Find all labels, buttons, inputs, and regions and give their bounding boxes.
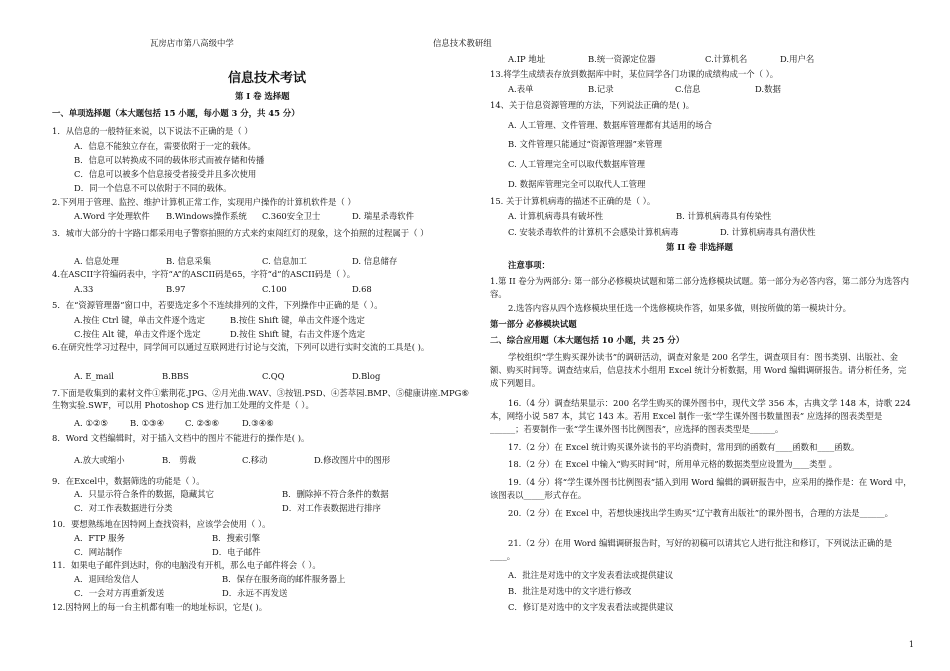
q12-option-b: B.统一资源定位器 xyxy=(588,54,656,64)
q15-option-a: A. 计算机病毒具有破坏性 xyxy=(508,211,604,221)
q6-option-b: B.BBS xyxy=(162,371,189,381)
q14-option-a: A. 人工管理、文件管理、数据库管理都有其适用的场合 xyxy=(508,120,712,130)
q6-option-d: D.Blog xyxy=(352,371,381,381)
q15-option-d: D. 计算机病毒具有潜伏性 xyxy=(720,227,816,237)
question-2: 2.下列用于管理、监控、维护计算机正常工作，实现用户操作的计算机软件是（ ） xyxy=(52,197,356,207)
question-21: 21.（2 分）在用 Word 编辑调研报告时，写好的初稿可以请其它人进行批注和修订，下列说法正确的是____。 xyxy=(490,538,893,562)
q12-option-a: A.IP 地址 xyxy=(508,54,546,64)
q8-option-a: A.放大或缩小 xyxy=(74,455,125,465)
q5-option-b: B.按住 Shift 键，单击文件逐个选定 xyxy=(230,315,365,325)
question-15: 15. 关于计算机病毒的描述不正确的是（ ）。 xyxy=(490,196,656,206)
q1-option-c: C．信息可以被多个信息接受者接受并且多次使用 xyxy=(74,169,257,179)
q15-option-b: B. 计算机病毒具有传染性 xyxy=(676,211,772,221)
q8-option-c: C.移动 xyxy=(242,455,268,465)
q7-option-c: C. ②⑤⑥ xyxy=(185,418,219,428)
question-4: 4.在ASCII字符编码表中，字符“A”的ASCII码是65，字符“d”的ASCII码是（ ）。 xyxy=(52,269,356,279)
q11-option-c: C．一会对方再重新发送 xyxy=(74,588,165,598)
question-11: 11．如果电子邮件到达时，你的电脑没有开机，那么电子邮件将会（ ）。 xyxy=(52,560,321,570)
q3-option-a: A. 信息处理 xyxy=(74,256,119,266)
notes-title: 注意事项： xyxy=(508,260,550,270)
q6-option-a: A. E_mail xyxy=(74,371,114,381)
question-1: 1．从信息的一般特征来说，以下说法不正确的是（ ） xyxy=(52,126,253,136)
question-9: 9．在Excel中，数据筛选的功能是（ ）。 xyxy=(52,476,205,486)
q13-option-a: A.表单 xyxy=(508,84,534,94)
part1-title: 第 I 卷 选择题 xyxy=(235,91,290,101)
page-number: 1 xyxy=(908,639,914,649)
question-14: 14、关于信息资源管理的方法，下列说法正确的是( )。 xyxy=(490,100,695,110)
exam-title: 信息技术考试 xyxy=(228,71,307,86)
q21-option-c: C．修订是对选中的文字发表看法或提供建议 xyxy=(508,602,674,612)
q2-option-a: A.Word 字处理软件 xyxy=(74,211,150,221)
q15-option-c: C. 安装杀毒软件的计算机不会感染计算机病毒 xyxy=(508,227,679,237)
q7-option-d: D.③④⑥ xyxy=(242,418,274,428)
q1-option-d: D．同一个信息不可以依附于不同的载体。 xyxy=(74,183,232,193)
q13-option-d: D.数据 xyxy=(755,84,781,94)
school-name: 瓦房店市第八高级中学 xyxy=(150,38,234,48)
q14-option-b: B. 文件管理只能通过“资源管理器”来管理 xyxy=(508,139,663,149)
q5-option-d: D.按住 Shift 键，右击文件逐个选定 xyxy=(230,329,366,339)
q5-option-a: A.按住 Ctrl 键，单击文件逐个选定 xyxy=(74,315,205,325)
survey-intro: 学校组织“学生购买课外读书”的调研活动，调查对象是 200 名学生，调查项目有：图书类别、出版社、金额、购买时间等。调查结束后，信息技术小组用 Excel 统计分析数据，用 Word 编辑调研报告。请分析任务，完成下列题目。 xyxy=(490,352,907,389)
section1-heading: 一、单项选择题（本大题包括 15 小题，每小题 3 分，共 45 分） xyxy=(52,108,300,118)
question-3: 3．城市大部分的十字路口都采用电子警察拍照的方式来约束闯红灯的现象，这个拍照的过程属于（ ） xyxy=(52,228,429,238)
q11-option-a: A．退回给发信人 xyxy=(74,574,139,584)
q6-option-c: C.QQ xyxy=(262,371,285,381)
q1-option-a: A．信息不能独立存在，需要依附于一定的载体。 xyxy=(74,141,256,151)
q12-option-c: C.计算机名 xyxy=(705,54,748,64)
question-7: 7.下面是收集到的素材文件①紫荆花.JPG、②月光曲.WAV、③按钮.PSD、④荟萃园.BMP、⑤健康讲座.MPG⑥ 生物实验.SWF，可以用 Photoshop CS 进行加工处理的文件是（ ）。 xyxy=(52,388,469,411)
question-6: 6.在研究性学习过程中，同学间可以通过互联网进行讨论与交流，下列可以进行实时交流的工具是( )。 xyxy=(52,342,430,352)
q7-option-a: A. ①②⑤ xyxy=(74,418,108,428)
question-8: 8．Word 文档编辑时，对于插入文档中的图片不能进行的操作是( )。 xyxy=(52,433,310,443)
q10-option-d: D．电子邮件 xyxy=(212,547,261,557)
q5-option-c: C.按住 Alt 键，单击文件逐个选定 xyxy=(74,329,201,339)
q4-option-c: C.100 xyxy=(262,284,287,294)
q3-option-d: D. 信息储存 xyxy=(352,256,398,266)
q9-option-b: B．删除掉不符合条件的数据 xyxy=(282,489,389,499)
q1-option-b: B．信息可以转换成不同的载体形式而被存储和传播 xyxy=(74,155,265,165)
question-12: 12.因特网上的每一台主机都有唯一的地址标识，它是( )。 xyxy=(52,602,268,612)
question-20: 20.（2 分）在 Excel 中，若想快速找出学生购买“辽宁教育出版社”的课外图书，合理的方法是______。 xyxy=(508,508,893,518)
q13-option-b: B.记录 xyxy=(588,84,614,94)
question-18: 18.（2 分）在 Excel 中输入“购买时间”时，所用单元格的数据类型应设置为____类型 。 xyxy=(508,459,838,469)
q10-option-b: B．搜索引擎 xyxy=(212,533,261,543)
q2-option-b: B.Windows操作系统 xyxy=(166,211,247,221)
q4-option-d: D.68 xyxy=(352,284,372,294)
q11-option-b: B．保存在服务商的邮件服务器上 xyxy=(222,574,346,584)
q14-option-d: D. 数据库管理完全可以取代人工管理 xyxy=(508,179,646,189)
q9-option-c: C．对工作表数据进行分类 xyxy=(74,503,173,513)
part1-required-heading: 第一部分 必修模块试题 xyxy=(490,319,577,329)
q8-option-d: D.修改图片中的图形 xyxy=(314,455,391,465)
q14-option-c: C. 人工管理完全可以取代数据库管理 xyxy=(508,159,646,169)
part2-title: 第 II 卷 非选择题 xyxy=(666,242,733,252)
q3-option-c: C. 信息加工 xyxy=(262,256,307,266)
question-13: 13.将学生成绩表存放到数据库中时，某位同学各门功课的成绩构成一个（ ）。 xyxy=(490,69,779,79)
q12-option-d: D.用户名 xyxy=(780,54,815,64)
note-1: 1.第 II 卷分为两部分: 第一部分必修模块试题和第二部分选修模块试题。第一部分为必答内容，第二部分为选答内容。 xyxy=(490,276,910,300)
question-16: 16.（4 分）调查结果显示：200 名学生购买的课外图书中，现代文学 356 本，古典文学 148 本，诗歌 224 本，网络小说 587 本，其它 143 本。若用 Excel 制作一张“学生课外图书数量图表” 应选择的图表类型是______；若要制作一张“学生课外图书比例图表”，应选择的图表类型是______。 xyxy=(490,398,911,435)
right-column xyxy=(490,0,915,671)
q13-option-c: C.信息 xyxy=(675,84,701,94)
question-17: 17.（2 分）在 Excel 统计购买课外读书的平均消费时，常用到的函数有____函数和____函数。 xyxy=(508,442,860,452)
question-19: 19.（4 分）将“学生课外图书比例图表”插入到用 Word 编辑的调研报告中，应采用的操作是：在 Word 中，该图表以_____形式存在。 xyxy=(490,477,912,501)
q9-option-d: D．对工作表数据进行排序 xyxy=(282,503,381,513)
q21-option-a: A．批注是对选中的文字发表看法或提供建议 xyxy=(508,570,674,580)
question-5: 5．在“资源管理器”窗口中，若要选定多个不连续排列的文件，下列操作中正确的是（ ）。 xyxy=(52,300,383,310)
department-name: 信息技术教研组 xyxy=(433,38,492,48)
q10-option-c: C．网站制作 xyxy=(74,547,123,557)
q4-option-b: B.97 xyxy=(166,284,186,294)
q4-option-a: A.33 xyxy=(74,284,94,294)
q2-option-c: C.360安全卫士 xyxy=(262,211,321,221)
q2-option-d: D. 瑞星杀毒软件 xyxy=(352,211,414,221)
section2-heading: 二、综合应用题（本大题包括 10 小题，共 25 分） xyxy=(490,335,685,345)
q10-option-a: A．FTP 服务 xyxy=(74,533,125,543)
q9-option-a: A．只显示符合条件的数据，隐藏其它 xyxy=(74,489,215,499)
question-10: 10．要想熟练地在因特网上查找资料，应该学会使用（ ）。 xyxy=(52,519,271,529)
note-2: 2.选答内容从四个选修模块里任选一个选修模块作答，如果多做，则按所做的第一模块计分。 xyxy=(508,303,851,313)
q21-option-b: B．批注是对选中的文字进行修改 xyxy=(508,586,632,596)
q7-option-b: B. ①③④ xyxy=(130,418,165,428)
q8-option-b: B． 剪裁 xyxy=(162,455,196,465)
q11-option-d: D．永远不再发送 xyxy=(222,588,288,598)
left-column xyxy=(52,0,472,671)
q3-option-b: B. 信息采集 xyxy=(166,256,211,266)
